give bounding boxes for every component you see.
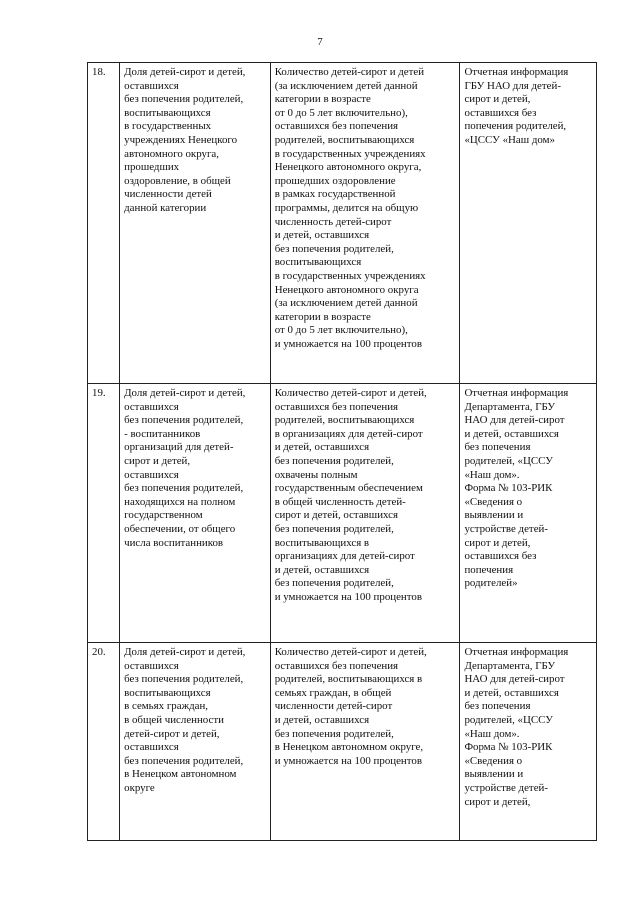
indicators-table: [87, 62, 597, 841]
row-number-cell: [88, 384, 120, 643]
cell-text-line: Форма № 103-РИК: [464, 482, 553, 495]
table-row: [88, 384, 597, 643]
cell-text-line: без попечения: [464, 700, 531, 713]
cell-text-line: ГБУ НАО для детей-: [464, 79, 561, 92]
cell-text-line: в Ненецком автономном: [124, 768, 237, 781]
cell-text-line: (за исключением детей данной: [274, 79, 418, 92]
cell-text-line: округе: [124, 781, 155, 794]
cell-text-line: оставшихся: [124, 79, 179, 92]
cell-text-line: и детей, оставшихся: [464, 427, 559, 440]
calculation-method-cell: [270, 643, 460, 841]
cell-text-line: оставшихся: [124, 400, 179, 413]
table-row: [88, 63, 597, 384]
indicators-table-body: [88, 63, 597, 841]
cell-text-line: семьях граждан, в общей: [274, 686, 392, 699]
cell-text-line: и умножается на 100 процентов: [274, 590, 422, 603]
cell-text-line: и детей, оставшихся: [274, 441, 370, 454]
cell-text-line: родителей, воспитывающихся в: [274, 673, 423, 686]
cell-text-line: Доля детей-сирот и детей,: [124, 66, 246, 78]
cell-text-line: и детей, оставшихся: [274, 563, 370, 576]
data-source-cell: [460, 384, 597, 643]
cell-text-line: автономного округа,: [124, 147, 219, 160]
cell-text-line: без попечения: [464, 441, 531, 454]
cell-text-line: оставшихся: [124, 741, 179, 754]
cell-text-line: категории в возрасте: [274, 93, 371, 106]
cell-text-line: и умножается на 100 процентов: [274, 337, 422, 350]
cell-text-line: в организациях для детей-сирот: [274, 427, 423, 440]
cell-text-line: «Наш дом».: [464, 468, 520, 481]
cell-text-line: Ненецкого автономного округа,: [274, 161, 422, 174]
cell-text-line: данной категории: [124, 201, 207, 214]
cell-text-line: Департамента, ГБУ: [464, 400, 556, 413]
row-number: 19.: [92, 387, 106, 399]
cell-text-line: оставшихся без: [464, 550, 537, 563]
cell-text-line: попечения: [464, 563, 514, 576]
cell-text-line: численности детей: [124, 188, 212, 201]
page-number: 7: [317, 36, 323, 48]
cell-text-line: от 0 до 5 лет включительно),: [274, 324, 408, 337]
cell-text-line: родителей, воспитывающихся: [274, 133, 415, 146]
cell-text-line: воспитывающихся: [274, 256, 362, 269]
cell-text-line: числа воспитанников: [124, 536, 224, 549]
cell-text-line: без попечения родителей,: [274, 522, 394, 535]
cell-text-line: государственном: [124, 509, 203, 522]
cell-text-line: оставшихся без: [464, 106, 537, 119]
cell-text-line: - воспитанников: [124, 427, 201, 440]
cell-text-line: детей-сирот и детей,: [124, 727, 220, 740]
cell-text-line: «Сведения о: [464, 754, 523, 767]
cell-text-line: сирот и детей,: [464, 536, 531, 549]
cell-text-line: воспитывающихся: [124, 106, 211, 119]
cell-text-line: и детей, оставшихся: [274, 229, 370, 242]
cell-text-line: охвачены полным: [274, 468, 358, 481]
cell-text-line: без попечения родителей,: [124, 673, 244, 686]
cell-text-line: учреждениях Ненецкого: [124, 133, 238, 146]
cell-text-line: Количество детей-сирот и детей,: [274, 646, 427, 658]
cell-text-line: организациях для детей-сирот: [274, 550, 415, 563]
cell-text-line: устройстве детей-: [464, 781, 548, 794]
cell-text-line: оздоровление, в общей: [124, 174, 231, 187]
cell-text-line: оставшихся без попечения: [274, 120, 399, 133]
cell-text-line: прошедших: [124, 161, 180, 174]
cell-text-line: сирот и детей, оставшихся: [274, 509, 398, 522]
cell-text-line: оставшихся без попечения: [274, 659, 399, 672]
cell-text-line: выявлении и: [464, 509, 524, 522]
cell-text-line: Ненецкого автономного округа: [274, 283, 419, 296]
cell-text-line: воспитывающихся в: [274, 536, 370, 549]
cell-text-line: численности детей-сирот: [274, 700, 393, 713]
cell-text-line: находящихся на полном: [124, 495, 236, 508]
cell-text-line: и детей, оставшихся: [274, 713, 370, 726]
cell-text-line: «Наш дом».: [464, 727, 520, 740]
calculation-method-cell: [270, 384, 460, 643]
cell-text-line: без попечения родителей,: [124, 482, 244, 495]
cell-text-line: программы, делится на общую: [274, 201, 419, 214]
data-source-cell: [460, 643, 597, 841]
indicator-name-cell: [120, 63, 271, 384]
indicator-name-cell: [120, 643, 271, 841]
cell-text-line: в государственных учреждениях: [274, 269, 426, 282]
cell-text-line: от 0 до 5 лет включительно),: [274, 106, 408, 119]
cell-text-line: Доля детей-сирот и детей,: [124, 387, 246, 399]
cell-text-line: Департамента, ГБУ: [464, 659, 556, 672]
cell-text-line: без попечения родителей,: [274, 577, 394, 590]
cell-text-line: Доля детей-сирот и детей,: [124, 646, 246, 658]
cell-text-line: без попечения родителей,: [274, 242, 394, 255]
cell-text-line: Количество детей-сирот и детей,: [274, 387, 427, 399]
cell-text-line: «Сведения о: [464, 495, 523, 508]
cell-text-line: воспитывающихся: [124, 686, 211, 699]
cell-text-line: устройстве детей-: [464, 522, 548, 535]
cell-text-line: численность детей-сирот: [274, 215, 392, 228]
cell-text-line: Отчетная информация: [464, 646, 569, 658]
cell-text-line: без попечения родителей,: [124, 414, 244, 427]
cell-text-line: НАО для детей-сирот: [464, 673, 565, 686]
cell-text-line: родителей, «ЦССУ: [464, 713, 553, 726]
cell-text-line: без попечения родителей,: [274, 727, 394, 740]
cell-text-line: в общей численность детей-: [274, 495, 406, 508]
cell-text-line: выявлении и: [464, 768, 524, 781]
table-row: [88, 643, 597, 841]
cell-text-line: сирот и детей,: [124, 454, 191, 467]
cell-text-line: категории в возрасте: [274, 310, 371, 323]
cell-text-line: в Ненецком автономном округе,: [274, 741, 424, 754]
cell-text-line: без попечения родителей,: [124, 93, 244, 106]
cell-text-line: попечения родителей,: [464, 120, 567, 133]
row-number-cell: [88, 643, 120, 841]
cell-text-line: в государственных учреждениях: [274, 147, 426, 160]
cell-text-line: без попечения родителей,: [124, 754, 244, 767]
cell-text-line: «ЦССУ «Наш дом»: [464, 133, 555, 146]
cell-text-line: прошедших оздоровление: [274, 174, 396, 187]
cell-text-line: и умножается на 100 процентов: [274, 754, 422, 767]
cell-text-line: родителей»: [464, 577, 518, 590]
cell-text-line: и детей, оставшихся: [464, 686, 559, 699]
calculation-method-cell: [270, 63, 460, 384]
cell-text-line: Форма № 103-РИК: [464, 741, 553, 754]
cell-text-line: Отчетная информация: [464, 66, 569, 78]
cell-text-line: Отчетная информация: [464, 387, 569, 399]
data-source-cell: [460, 63, 597, 384]
cell-text-line: родителей, «ЦССУ: [464, 454, 553, 467]
cell-text-line: оставшихся: [124, 659, 179, 672]
cell-text-line: родителей, воспитывающихся: [274, 414, 415, 427]
cell-text-line: НАО для детей-сирот: [464, 414, 565, 427]
indicator-name-cell: [120, 384, 271, 643]
cell-text-line: сирот и детей,: [464, 795, 531, 808]
row-number: 20.: [92, 646, 106, 658]
cell-text-line: организаций для детей-: [124, 441, 234, 454]
cell-text-line: оставшихся: [124, 468, 179, 481]
cell-text-line: государственным обеспечением: [274, 482, 423, 495]
cell-text-line: обеспечении, от общего: [124, 522, 236, 535]
row-number: 18.: [92, 66, 106, 78]
row-number-cell: [88, 63, 120, 384]
cell-text-line: сирот и детей,: [464, 93, 531, 106]
cell-text-line: Количество детей-сирот и детей: [274, 66, 425, 78]
cell-text-line: (за исключением детей данной: [274, 297, 418, 310]
cell-text-line: в рамках государственной: [274, 188, 396, 201]
cell-text-line: в семьях граждан,: [124, 700, 209, 713]
cell-text-line: без попечения родителей,: [274, 454, 394, 467]
cell-text-line: в общей численности: [124, 713, 224, 726]
cell-text-line: оставшихся без попечения: [274, 400, 399, 413]
cell-text-line: в государственных: [124, 120, 212, 133]
